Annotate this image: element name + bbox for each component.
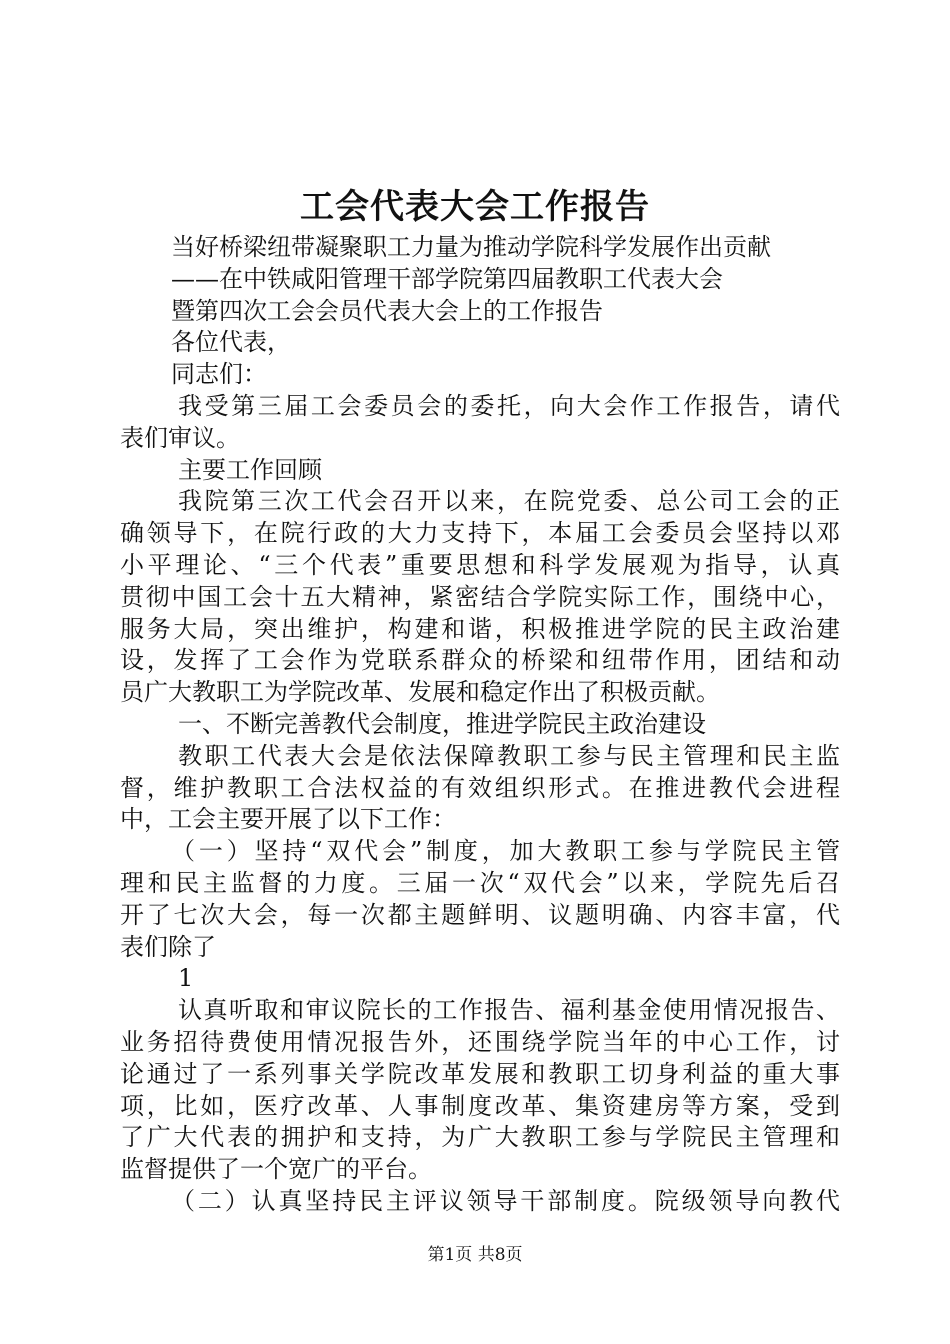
paragraph-line: 表们除了: [120, 932, 216, 961]
paragraph-line: 表们审议。: [120, 423, 240, 452]
paragraph-line: 服务大局，突出维护，构建和谐，积极推进学院的民主政治建: [120, 614, 840, 643]
paragraph-line: 开了七次大会，每一次都主题鲜明、议题明确、内容丰富，代: [120, 900, 840, 929]
subtitle-line: ——在中铁咸阳管理干部学院第四届教职工代表大会: [171, 264, 723, 293]
paragraph-line: 论通过了一系列事关学院改革发展和教职工切身利益的重大事: [120, 1059, 840, 1088]
salutation-line: 各位代表，: [171, 328, 291, 357]
paragraph-line: 教职工代表大会是依法保障教职工参与民主管理和民主监: [178, 741, 840, 770]
document-title: 工会代表大会工作报告: [300, 187, 650, 227]
paragraph-line: 员广大教职工为学院改革、发展和稳定作出了积极贡献。: [120, 678, 720, 707]
paragraph-line: 我院第三次工代会召开以来，在院党委、总公司工会的正: [178, 487, 840, 516]
paragraph-line: 中，工会主要开展了以下工作：: [120, 805, 456, 834]
section-heading: 一、不断完善教代会制度，推进学院民主政治建设: [178, 709, 706, 738]
paragraph-line: 贯彻中国工会十五大精神，紧密结合学院实际工作，围绕中心，: [120, 582, 840, 611]
paragraph-line: 了广大代表的拥护和支持，为广大教职工参与学院民主管理和: [120, 1123, 840, 1152]
paragraph-line: （二）认真坚持民主评议领导干部制度。院级领导向教代: [171, 1186, 840, 1215]
salutation-line: 同志们：: [171, 360, 267, 389]
paragraph-line: 确领导下，在院行政的大力支持下，本届工会委员会坚持以邓: [120, 519, 840, 548]
subtitle-line: 当好桥梁纽带凝聚职工力量为推动学院科学发展作出贡献: [171, 233, 771, 261]
paragraph-line: 监督提供了一个宽广的平台。: [120, 1155, 432, 1184]
paragraph-line: 理和民主监督的力度。三届一次“双代会”以来，学院先后召: [120, 868, 840, 897]
paragraph-line: 认真听取和审议院长的工作报告、福利基金使用情况报告、: [178, 996, 840, 1025]
document-body: [120, 232, 840, 1218]
paragraph-line: （一）坚持“双代会”制度，加大教职工参与学院民主管: [171, 837, 840, 866]
paragraph-line: 项，比如，医疗改革、人事制度改革、集资建房等方案，受到: [120, 1091, 840, 1120]
subtitle-line: 暨第四次工会会员代表大会上的工作报告: [171, 296, 603, 325]
section-heading: 主要工作回顾: [178, 455, 322, 484]
paragraph-line: 业务招待费使用情况报告外，还围绕学院当年的中心工作，讨: [120, 1027, 840, 1056]
page-footer: 第1页 共8页: [427, 1245, 523, 1265]
paragraph-line: 我受第三届工会委员会的委托，向大会作工作报告，请代: [178, 391, 840, 420]
paragraph-line: 设，发挥了工会作为党联系群众的桥梁和纽带作用，团结和动: [120, 646, 840, 675]
paragraph-line: 小平理论、“三个代表”重要思想和科学发展观为指导，认真: [120, 550, 840, 579]
inline-page-number: 1: [178, 964, 194, 993]
paragraph-line: 督，维护教职工合法权益的有效组织形式。在推进教代会进程: [120, 773, 840, 802]
